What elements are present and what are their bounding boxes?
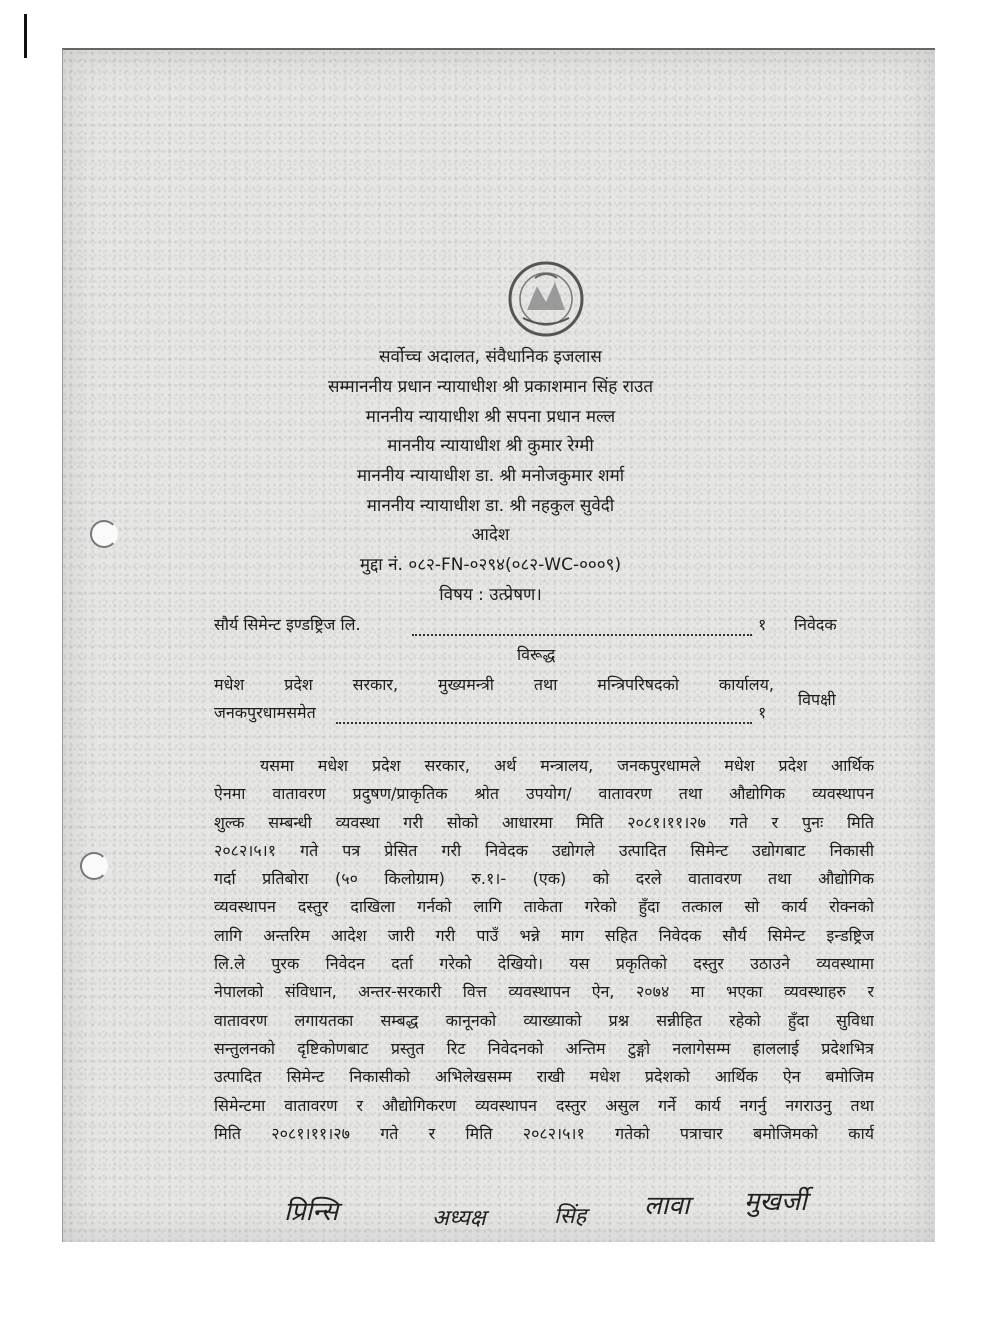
signature-1: प्रिन्सि <box>284 1197 339 1227</box>
respondent-line-2: जनकपुरधामसमेत <box>214 703 316 722</box>
scan-edge-mark <box>24 14 27 58</box>
body-line: गर्दा प्रतिबोरा (५० किलोग्राम) रु.१।- (एक) को दरले वातावरण तथा औद्योगिक <box>214 869 874 889</box>
body-line: ऐनमा वातावरण प्रदुषण/प्राकृतिक श्रोत उपयोग/ वातावरण तथा औद्योगिक व्यवस्थापन <box>214 784 874 804</box>
respondent-line-1: मधेश प्रदेश सरकार, मुख्यमन्त्री तथा मन्त्रिपरिषदको कार्यालय, <box>214 675 774 694</box>
order-body <box>214 752 874 1148</box>
body-line: उत्पादित सिमेन्ट निकासीको अभिलेखसम्म राखी मधेश प्रदेशको आर्थिक ऐन बमोजिम <box>214 1067 874 1087</box>
petitioner-name: सौर्य सिमेन्ट इण्डष्ट्रिज लि. <box>214 615 361 634</box>
body-line: सन्तुलनको दृष्टिकोणबाट प्रस्तुत रिट निवेदनको अन्तिम टुङ्गो नलागेसम्म हाललाई प्रदेशभित्र <box>214 1038 874 1058</box>
body-line: शुल्क सम्बन्धी व्यवस्था गरी सोको आधारमा मिति २०८१।११।२७ गते र पुनः मिति <box>214 812 874 832</box>
body-line: मिति २०८१।११।२७ गते र मिति २०८२।५।१ गतेको पत्राचार बमोजिमको कार्य <box>214 1123 874 1143</box>
signature-3: सिंह <box>554 1204 587 1229</box>
respondent-role: विपक्षी <box>798 690 836 709</box>
court-emblem-seal <box>505 258 587 340</box>
justice-4: माननीय न्यायाधीश डा. श्री मनोजकुमार शर्मा <box>356 466 625 486</box>
signature-row <box>284 1180 874 1240</box>
respondent-leader-dots <box>336 722 752 724</box>
body-line: नेपालको संविधान, अन्तर-सरकारी वित्त व्यवस्थापन ऐन, २०७४ मा भएका व्यवस्थाहरु र <box>214 982 874 1002</box>
signature-5: मुखर्जी <box>744 1187 807 1217</box>
petitioner-count: १ <box>758 615 767 634</box>
body-line: सिमेन्टमा वातावरण र औद्योगिकरण व्यवस्थापन दस्तुर असुल गर्ने कार्य नगर्नु नगराउनु तथा <box>214 1095 874 1115</box>
court-title: सर्वोच्च अदालत, संवैधानिक इजलास <box>379 347 602 367</box>
justice-1: सम्माननीय प्रधान न्यायाधीश श्री प्रकाशमान सिंह राउत <box>327 377 654 397</box>
body-line: यसमा मधेश प्रदेश सरकार, अर्थ मन्त्रालय, जनकपुरधामले मधेश प्रदेश आर्थिक <box>260 756 874 775</box>
justice-3: माननीय न्यायाधीश श्री कुमार रेग्मी <box>387 436 594 456</box>
subject-line: विषय : उत्प्रेषण। <box>439 585 542 605</box>
signature-2: अध्यक्ष <box>432 1206 486 1231</box>
justice-5: माननीय न्यायाधीश डा. श्री नहकुल सुवेदी <box>366 496 615 516</box>
case-number: मुद्दा नं. ०८२-FN-०२९४(०८२-WC-०००९) <box>359 555 622 575</box>
justice-2: माननीय न्यायाधीश श्री सपना प्रधान मल्ल <box>365 407 616 427</box>
versus-label: विरूद्ध <box>517 645 556 664</box>
punch-hole-bottom <box>80 852 108 880</box>
body-line: लागि अन्तरिम आदेश जारी गरी पाउँ भन्ने माग सहित निवेदक सौर्य सिमेन्ट इन्डष्ट्रिज <box>214 925 874 945</box>
body-line: लि.ले पुरक निवेदन दर्ता गरेको देखियो। यस प्रकृतिको दस्तुर उठाउने व्यवस्थामा <box>214 954 874 974</box>
body-line: २०८२।५।१ गते पत्र प्रेसित गरी निवेदक उद्योगले उत्पादित सिमेन्ट उद्योगबाट निकासी <box>214 840 874 860</box>
petitioner-leader-dots <box>412 634 752 636</box>
signature-4: लावा <box>644 1191 690 1221</box>
body-line: वातावरण लगायतका सम्बद्ध कानूनको व्याख्याको प्रश्न सन्नीहित रहेको हुँदा सुविधा <box>214 1010 874 1030</box>
order-label: आदेश <box>471 525 510 545</box>
respondent-count: १ <box>758 703 767 722</box>
body-line: व्यवस्थापन दस्तुर दाखिला गर्नको लागि ताकेता गरेको हुँदा तत्काल सो कार्य रोक्नको <box>214 897 874 917</box>
petitioner-role: निवेदक <box>794 615 837 634</box>
